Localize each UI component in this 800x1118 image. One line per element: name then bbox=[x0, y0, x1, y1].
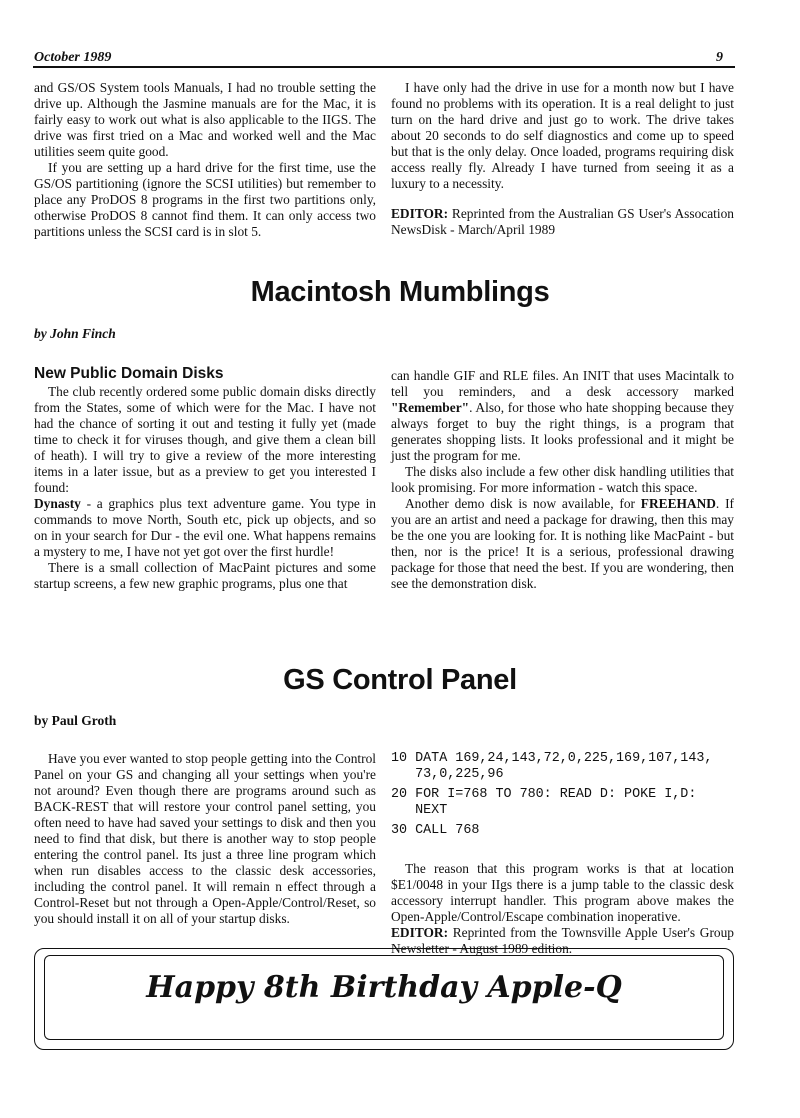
continued-left-column bbox=[34, 80, 376, 240]
code-listing bbox=[391, 751, 734, 839]
paragraph bbox=[34, 496, 376, 560]
code-line: NEXT bbox=[391, 803, 448, 818]
subheading: New Public Domain Disks bbox=[34, 365, 224, 382]
mac-right-column bbox=[391, 368, 734, 592]
issue-date: October 1989 bbox=[34, 50, 112, 65]
header-rule bbox=[33, 66, 735, 68]
dynasty-label: Dynasty bbox=[34, 496, 81, 511]
freehand-label: FREEHAND bbox=[640, 496, 716, 511]
continued-right-column bbox=[391, 80, 734, 238]
paragraph: The reason that this program works is that at location $E1/0048 in your IIgs there is a jump table to the classic desk accessory interrupt handler. This program above makes the Open-Apple/Control/Escape combination inoperative. bbox=[391, 861, 734, 924]
article-title: GS Control Panel bbox=[283, 664, 517, 696]
mac-left-column bbox=[34, 384, 376, 592]
paragraph: Have you ever wanted to stop people getting into the Control Panel on your GS and changing all your settings when you're not around? Even though there are programs around such as BACK-REST that will restore your control panel setting, you often need to have had saved your settings to disk and then you need to find that disk, but there is another way to stop people entering the control panel. Its just a three line program which when run disables access to the classic desk accessories, including the control panel. It will remain n effect through a Control-Reset but not through a Open-Apple/Control/Reset, so you should install it on all of your startup disks. bbox=[34, 751, 376, 926]
dynasty-text: - a graphics plus text adventure game. You type in commands to move North, South etc, pick up objects, and so on in your search for Dur - the evil one. What happens remains a mystery to me, I have not yet got over the first hurdle! bbox=[34, 496, 376, 559]
paragraph: There is a small collection of MacPaint pictures and some startup screens, a few new graphic programs, plus one that bbox=[34, 560, 376, 591]
byline: by John Finch bbox=[34, 326, 116, 341]
editor-note bbox=[391, 206, 734, 238]
code-line: 10 DATA 169,24,143,72,0,225,169,107,143, bbox=[391, 751, 713, 766]
paragraph: Another demo disk is now available, for FREEHAND. If you are an artist and need a package for drawing, then this may be the one you are looking for. It is nothing like MacPaint - but then, nor is the price! It is a serious, professional drawing package for those that need the best. If you are wondering, then see the demonstration disk. bbox=[391, 496, 734, 591]
paragraph: The disks also include a few other disk handling utilities that look promising. For more information - watch this space. bbox=[391, 464, 734, 495]
editor-label: EDITOR: bbox=[391, 925, 449, 940]
page-number: 9 bbox=[716, 50, 723, 65]
gs-left-column bbox=[34, 751, 376, 927]
byline: by Paul Groth bbox=[34, 713, 117, 728]
paragraph: and GS/OS System tools Manuals, I had no trouble setting the drive up. Although the Jasmine manuals are for the Mac, it is fairly easy to work out what is also applicable to the IIGS. The drive was first tried on a Mac and worked well and the Mac utilities seem quite good. bbox=[34, 80, 376, 159]
article-title: Macintosh Mumblings bbox=[250, 276, 550, 308]
remember-label: "Remember" bbox=[391, 400, 470, 415]
paragraph: If you are setting up a hard drive for the first time, use the GS/OS partitioning (ignore the SCSI utilities) but remember to place any ProDOS 8 programs in the first two partitions only, otherwise ProDOS 8 cannot find them. It can only access two partitions unless the SCSI card is in slot 5. bbox=[34, 160, 376, 239]
paragraph: The club recently ordered some public domain disks directly from the States, some of which were for the Mac. I have not had the chance of sorting it out and testing it fully yet (made time to check it for viruses though, and give them a clean bill of heath). I will try to give a review of the more interesting items in a later issue, but as a preview to get you interested I found: bbox=[34, 384, 376, 495]
code-line: 30 CALL 768 bbox=[391, 823, 480, 838]
editor-label: EDITOR: bbox=[391, 206, 449, 221]
gs-right-column bbox=[391, 751, 734, 957]
code-line: 73,0,225,96 bbox=[391, 767, 504, 782]
paragraph: I have only had the drive in use for a month now but I have found no problems with its operation. It is a real delight to just turn on the hard drive and just go to work. The drive takes about 20 seconds to do self diagnostics and come up to speed but that is the only delay. Once loaded, programs requiring disk access really fly. Already I have turned from seeing it as a luxury to a necessity. bbox=[391, 80, 734, 191]
editor-text: Reprinted from the Australian GS User's Assocation NewsDisk - March/April 1989 bbox=[391, 206, 734, 237]
editor-text: Reprinted from the Townsville Apple User's Group Newsletter - August 1989 edition. bbox=[391, 925, 734, 956]
birthday-banner: Happy 8th Birthday Apple-Q bbox=[146, 970, 622, 1005]
code-line: 20 FOR I=768 TO 780: READ D: POKE I,D: bbox=[391, 787, 697, 802]
paragraph: can handle GIF and RLE files. An INIT that uses Macintalk to tell you reminders, and a desk accessory marked "Remember". Also, for those who hate shopping because they always forget to buy the right things, is a program that generates shopping lists. It looks professional and it might be just the program for me. bbox=[391, 368, 734, 463]
